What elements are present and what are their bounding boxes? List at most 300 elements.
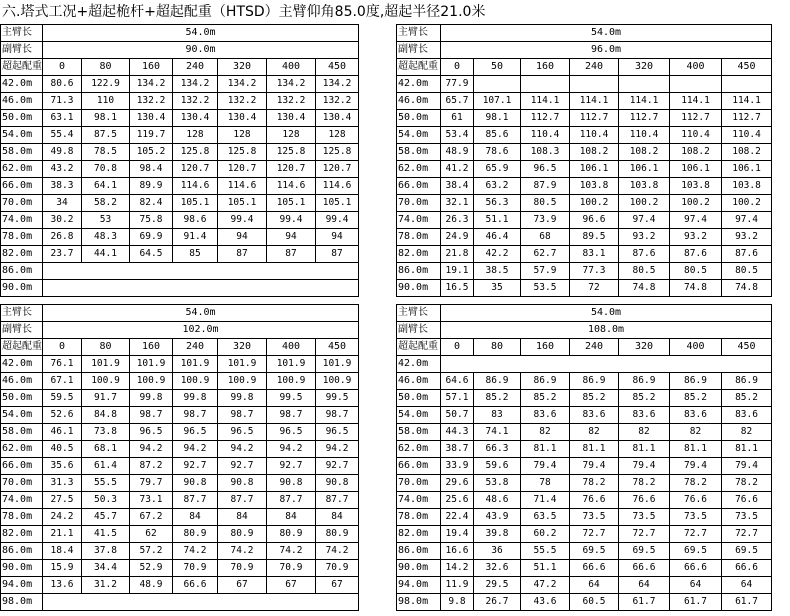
load-cell: 69.5 <box>570 543 619 560</box>
load-cell: 82 <box>521 424 570 441</box>
load-cell: 62.7 <box>521 246 570 263</box>
empty-cell <box>43 280 359 297</box>
load-cell: 92.7 <box>267 458 316 475</box>
load-cell: 100.2 <box>670 195 722 212</box>
load-cell: 125.8 <box>173 144 218 161</box>
load-cell: 67 <box>267 577 316 594</box>
table-row <box>397 407 772 424</box>
load-cell: 108.2 <box>619 144 670 161</box>
radius-cell: 90.0m <box>397 280 441 297</box>
table-row <box>1 560 359 577</box>
load-cell: 80.9 <box>218 526 267 543</box>
load-cell: 58.2 <box>82 195 130 212</box>
load-cell: 98.1 <box>474 110 521 127</box>
table-row <box>1 407 359 424</box>
load-table-3 <box>0 304 359 611</box>
table-row <box>397 543 772 560</box>
superlift-header: 240 <box>173 59 218 76</box>
load-cell: 105.1 <box>267 195 316 212</box>
load-cell: 66.6 <box>619 560 670 577</box>
load-cell: 51.1 <box>521 560 570 577</box>
main-boom-label: 主臂长 <box>397 25 441 42</box>
radius-cell: 50.0m <box>1 390 43 407</box>
load-cell: 67 <box>218 577 267 594</box>
load-cell: 99.8 <box>130 390 173 407</box>
load-cell: 105.2 <box>130 144 173 161</box>
table-row <box>397 594 772 611</box>
table-row <box>397 144 772 161</box>
load-cell: 83.6 <box>722 407 772 424</box>
load-cell: 44.3 <box>441 424 474 441</box>
load-cell: 85.2 <box>619 390 670 407</box>
table-row <box>397 458 772 475</box>
load-cell: 125.8 <box>218 144 267 161</box>
table-row <box>397 424 772 441</box>
load-cell: 90.8 <box>267 475 316 492</box>
main-boom-label: 主臂长 <box>1 305 43 322</box>
radius-cell: 50.0m <box>397 110 441 127</box>
table-row <box>1 110 359 127</box>
load-cell: 74.1 <box>474 424 521 441</box>
load-cell: 69.9 <box>130 229 173 246</box>
jib-value: 108.0m <box>441 322 772 339</box>
jib-label: 副臂长 <box>397 42 441 59</box>
load-cell: 100.9 <box>267 373 316 390</box>
load-cell: 79.4 <box>670 458 722 475</box>
load-cell <box>521 76 570 93</box>
load-cell: 114.1 <box>521 93 570 110</box>
radius-cell: 86.0m <box>397 543 441 560</box>
load-cell: 48.6 <box>474 492 521 509</box>
load-cell: 72.7 <box>722 526 772 543</box>
load-cell: 110.4 <box>521 127 570 144</box>
load-cell: 99.8 <box>218 390 267 407</box>
table-row <box>1 424 359 441</box>
superlift-header: 320 <box>218 59 267 76</box>
load-cell: 84 <box>267 509 316 526</box>
load-cell: 25.6 <box>441 492 474 509</box>
table-row <box>1 577 359 594</box>
load-cell: 47.2 <box>521 577 570 594</box>
empty-cell <box>43 263 359 280</box>
main-boom-value: 54.0m <box>43 25 359 42</box>
radius-cell: 58.0m <box>397 424 441 441</box>
load-table-2 <box>396 24 772 297</box>
load-cell: 94.2 <box>130 441 173 458</box>
load-cell: 94.2 <box>218 441 267 458</box>
load-cell: 57.2 <box>130 543 173 560</box>
load-cell: 38.3 <box>43 178 82 195</box>
radius-cell: 74.0m <box>1 212 43 229</box>
load-cell: 112.7 <box>722 110 772 127</box>
load-cell: 98.7 <box>130 407 173 424</box>
load-cell: 59.5 <box>43 390 82 407</box>
load-cell: 74.2 <box>267 543 316 560</box>
load-cell: 85 <box>173 246 218 263</box>
load-cell: 87.6 <box>619 246 670 263</box>
load-cell: 106.1 <box>670 161 722 178</box>
load-cell: 35.6 <box>43 458 82 475</box>
table-row <box>1 76 359 93</box>
load-cell: 72.7 <box>619 526 670 543</box>
load-cell: 37.8 <box>82 543 130 560</box>
table-row <box>1 356 359 373</box>
load-cell: 82.4 <box>130 195 173 212</box>
table-row <box>397 390 772 407</box>
radius-cell: 62.0m <box>1 161 43 178</box>
radius-cell: 86.0m <box>1 263 43 280</box>
radius-cell: 74.0m <box>397 492 441 509</box>
load-cell: 61.7 <box>722 594 772 611</box>
radius-cell: 66.0m <box>1 458 43 475</box>
load-cell: 89.9 <box>130 178 173 195</box>
load-cell: 22.4 <box>441 509 474 526</box>
load-cell: 30.2 <box>43 212 82 229</box>
load-cell: 120.7 <box>218 161 267 178</box>
radius-cell: 98.0m <box>397 594 441 611</box>
load-cell: 72 <box>570 280 619 297</box>
load-cell: 69.5 <box>619 543 670 560</box>
load-cell: 21.1 <box>43 526 82 543</box>
superlift-header: 450 <box>722 339 772 356</box>
load-cell: 9.8 <box>441 594 474 611</box>
load-cell: 106.1 <box>619 161 670 178</box>
load-cell: 82 <box>670 424 722 441</box>
load-cell: 128 <box>267 127 316 144</box>
table-row <box>1 178 359 195</box>
load-cell: 120.7 <box>316 161 359 178</box>
load-cell: 130.4 <box>316 110 359 127</box>
load-cell: 79.4 <box>570 458 619 475</box>
load-cell: 79.4 <box>619 458 670 475</box>
load-cell: 114.1 <box>619 93 670 110</box>
load-cell: 79.7 <box>130 475 173 492</box>
load-cell: 110.4 <box>619 127 670 144</box>
table-row <box>1 161 359 178</box>
main-boom-label: 主臂长 <box>397 305 441 322</box>
load-cell: 78.2 <box>670 475 722 492</box>
load-cell: 86.9 <box>570 373 619 390</box>
load-cell: 27.5 <box>43 492 82 509</box>
radius-cell: 58.0m <box>397 144 441 161</box>
load-cell: 81.1 <box>670 441 722 458</box>
load-cell: 99.4 <box>218 212 267 229</box>
load-cell: 92.7 <box>316 458 359 475</box>
load-cell: 66.6 <box>173 577 218 594</box>
radius-cell: 54.0m <box>1 127 43 144</box>
load-cell: 106.1 <box>570 161 619 178</box>
load-cell: 96.5 <box>521 161 570 178</box>
radius-cell: 54.0m <box>397 127 441 144</box>
load-cell: 114.6 <box>173 178 218 195</box>
load-cell: 120.7 <box>267 161 316 178</box>
load-cell: 101.9 <box>316 356 359 373</box>
load-cell: 74.8 <box>619 280 670 297</box>
superlift-header: 400 <box>670 339 722 356</box>
load-cell: 63.2 <box>474 178 521 195</box>
load-cell: 73.5 <box>570 509 619 526</box>
radius-cell: 54.0m <box>397 407 441 424</box>
load-cell: 49.8 <box>43 144 82 161</box>
load-cell: 94.2 <box>173 441 218 458</box>
table-row <box>1 127 359 144</box>
radius-cell: 42.0m <box>1 356 43 373</box>
load-cell: 86.9 <box>619 373 670 390</box>
load-cell: 74.2 <box>218 543 267 560</box>
load-cell: 100.9 <box>130 373 173 390</box>
radius-cell: 78.0m <box>1 229 43 246</box>
load-cell: 67.2 <box>130 509 173 526</box>
load-cell: 134.2 <box>267 76 316 93</box>
load-cell: 45.7 <box>82 509 130 526</box>
load-cell: 134.2 <box>130 76 173 93</box>
load-cell: 100.9 <box>218 373 267 390</box>
load-cell: 99.4 <box>267 212 316 229</box>
load-cell: 128 <box>173 127 218 144</box>
radius-cell: 62.0m <box>397 441 441 458</box>
table-row <box>1 526 359 543</box>
load-cell: 68.1 <box>82 441 130 458</box>
load-cell: 24.2 <box>43 509 82 526</box>
load-cell: 38.5 <box>474 263 521 280</box>
table-row <box>397 93 772 110</box>
radius-cell: 50.0m <box>397 390 441 407</box>
radius-cell: 82.0m <box>1 246 43 263</box>
page-title: 六.塔式工况+超起桅杆+超起配重（HTSD）主臂仰角85.0度,超起半径21.0米 <box>2 4 486 20</box>
superlift-header: 160 <box>521 339 570 356</box>
load-cell: 125.8 <box>316 144 359 161</box>
load-cell: 87.6 <box>722 246 772 263</box>
table-row <box>1 441 359 458</box>
radius-cell: 42.0m <box>397 76 441 93</box>
load-cell: 26.3 <box>441 212 474 229</box>
radius-cell: 66.0m <box>1 178 43 195</box>
radius-cell: 70.0m <box>1 195 43 212</box>
radius-cell: 94.0m <box>1 577 43 594</box>
load-cell: 78 <box>521 475 570 492</box>
superlift-header: 160 <box>130 59 173 76</box>
load-cell: 66.3 <box>474 441 521 458</box>
load-cell: 87.2 <box>130 458 173 475</box>
superlift-header: 450 <box>316 59 359 76</box>
jib-label: 副臂长 <box>1 42 43 59</box>
load-cell: 99.5 <box>316 390 359 407</box>
load-cell: 107.1 <box>474 93 521 110</box>
load-cell: 78.5 <box>82 144 130 161</box>
load-cell: 43.6 <box>521 594 570 611</box>
superlift-header: 80 <box>82 59 130 76</box>
main-boom-value: 54.0m <box>441 305 772 322</box>
load-cell: 65.7 <box>441 93 474 110</box>
load-cell: 61 <box>441 110 474 127</box>
load-cell: 36 <box>474 543 521 560</box>
jib-value: 96.0m <box>441 42 772 59</box>
load-cell: 110.4 <box>570 127 619 144</box>
load-cell: 75.8 <box>130 212 173 229</box>
load-cell: 82 <box>619 424 670 441</box>
radius-cell: 82.0m <box>397 246 441 263</box>
load-cell: 94 <box>218 229 267 246</box>
load-cell: 130.4 <box>173 110 218 127</box>
load-cell: 69.5 <box>722 543 772 560</box>
table-row <box>397 178 772 195</box>
table-row <box>1 543 359 560</box>
load-cell: 76.6 <box>670 492 722 509</box>
load-cell: 78.2 <box>722 475 772 492</box>
load-cell: 96.5 <box>316 424 359 441</box>
load-cell: 83 <box>474 407 521 424</box>
load-cell: 73.5 <box>619 509 670 526</box>
load-cell: 84.8 <box>82 407 130 424</box>
superlift-header: 0 <box>43 339 82 356</box>
superlift-header: 160 <box>130 339 173 356</box>
load-cell: 19.4 <box>441 526 474 543</box>
superlift-header: 450 <box>316 339 359 356</box>
load-cell: 87.9 <box>521 178 570 195</box>
radius-cell: 46.0m <box>1 93 43 110</box>
load-cell: 108.3 <box>521 144 570 161</box>
table-row <box>397 441 772 458</box>
load-cell: 120.7 <box>173 161 218 178</box>
load-cell: 77.3 <box>570 263 619 280</box>
load-cell: 72.7 <box>670 526 722 543</box>
load-cell: 77.9 <box>441 76 474 93</box>
load-cell: 80.9 <box>267 526 316 543</box>
load-cell: 81.1 <box>521 441 570 458</box>
load-cell: 114.1 <box>570 93 619 110</box>
superlift-header: 240 <box>570 339 619 356</box>
load-cell: 67.1 <box>43 373 82 390</box>
load-cell: 29.6 <box>441 475 474 492</box>
load-cell <box>619 76 670 93</box>
load-cell: 84 <box>173 509 218 526</box>
load-cell: 106.1 <box>722 161 772 178</box>
load-cell: 39.8 <box>474 526 521 543</box>
superlift-header: 240 <box>570 59 619 76</box>
superlift-label: 超起配重 <box>1 339 43 356</box>
load-cell: 83.1 <box>570 246 619 263</box>
jib-label: 副臂长 <box>1 322 43 339</box>
load-cell: 74.8 <box>670 280 722 297</box>
load-cell <box>670 76 722 93</box>
load-cell: 78.2 <box>570 475 619 492</box>
load-cell: 64 <box>670 577 722 594</box>
load-cell: 108.2 <box>570 144 619 161</box>
load-cell: 100.9 <box>173 373 218 390</box>
table-row <box>1 195 359 212</box>
load-cell: 53.8 <box>474 475 521 492</box>
table-row <box>1 263 359 280</box>
load-cell: 91.7 <box>82 390 130 407</box>
table-row <box>397 373 772 390</box>
load-cell: 65.9 <box>474 161 521 178</box>
load-cell: 90.8 <box>218 475 267 492</box>
load-cell: 76.6 <box>570 492 619 509</box>
load-cell: 26.7 <box>474 594 521 611</box>
load-cell: 105.1 <box>218 195 267 212</box>
load-cell: 34.4 <box>82 560 130 577</box>
table-row <box>397 195 772 212</box>
superlift-header: 400 <box>267 339 316 356</box>
superlift-label: 超起配重 <box>397 339 441 356</box>
load-cell: 86.9 <box>670 373 722 390</box>
load-cell: 80.9 <box>316 526 359 543</box>
load-cell: 81.1 <box>722 441 772 458</box>
load-cell: 68 <box>521 229 570 246</box>
load-cell: 66.6 <box>722 560 772 577</box>
load-cell: 79.4 <box>722 458 772 475</box>
load-cell: 98.7 <box>267 407 316 424</box>
table-row <box>1 475 359 492</box>
superlift-header: 320 <box>218 339 267 356</box>
load-cell: 41.5 <box>82 526 130 543</box>
load-cell: 85.2 <box>722 390 772 407</box>
load-cell: 100.2 <box>619 195 670 212</box>
load-cell: 96.5 <box>267 424 316 441</box>
table-row <box>397 127 772 144</box>
superlift-header: 0 <box>43 59 82 76</box>
load-cell: 51.1 <box>474 212 521 229</box>
table-row <box>1 246 359 263</box>
radius-cell: 94.0m <box>397 577 441 594</box>
load-cell: 57.1 <box>441 390 474 407</box>
load-cell: 87 <box>267 246 316 263</box>
table-row <box>1 144 359 161</box>
load-cell: 103.8 <box>570 178 619 195</box>
load-cell: 13.6 <box>43 577 82 594</box>
superlift-header: 80 <box>82 339 130 356</box>
load-cell: 81.1 <box>570 441 619 458</box>
load-cell: 85.2 <box>521 390 570 407</box>
load-cell: 122.9 <box>82 76 130 93</box>
load-cell: 73.1 <box>130 492 173 509</box>
load-cell: 87 <box>316 246 359 263</box>
load-cell: 29.5 <box>474 577 521 594</box>
table-row <box>1 373 359 390</box>
table-row <box>397 492 772 509</box>
load-cell: 87.5 <box>82 127 130 144</box>
table-row <box>1 492 359 509</box>
superlift-header: 0 <box>441 59 474 76</box>
radius-cell: 54.0m <box>1 407 43 424</box>
radius-cell: 86.0m <box>1 543 43 560</box>
radius-cell: 46.0m <box>1 373 43 390</box>
load-cell: 83.6 <box>570 407 619 424</box>
load-cell: 90.8 <box>173 475 218 492</box>
jib-label: 副臂长 <box>397 322 441 339</box>
load-cell: 132.2 <box>267 93 316 110</box>
load-cell: 101.9 <box>173 356 218 373</box>
radius-cell: 78.0m <box>1 509 43 526</box>
load-cell: 130.4 <box>218 110 267 127</box>
superlift-label: 超起配重 <box>1 59 43 76</box>
load-cell: 61.4 <box>82 458 130 475</box>
load-cell: 100.9 <box>316 373 359 390</box>
load-cell: 61.7 <box>670 594 722 611</box>
load-cell: 53.4 <box>441 127 474 144</box>
load-cell: 103.8 <box>670 178 722 195</box>
load-cell: 64 <box>619 577 670 594</box>
load-cell: 91.4 <box>173 229 218 246</box>
load-cell: 64.6 <box>441 373 474 390</box>
load-cell: 84 <box>316 509 359 526</box>
load-cell: 55.5 <box>82 475 130 492</box>
load-cell: 108.2 <box>722 144 772 161</box>
load-cell: 128 <box>316 127 359 144</box>
load-cell: 93.2 <box>670 229 722 246</box>
load-cell: 78.6 <box>474 144 521 161</box>
load-cell: 100.2 <box>570 195 619 212</box>
